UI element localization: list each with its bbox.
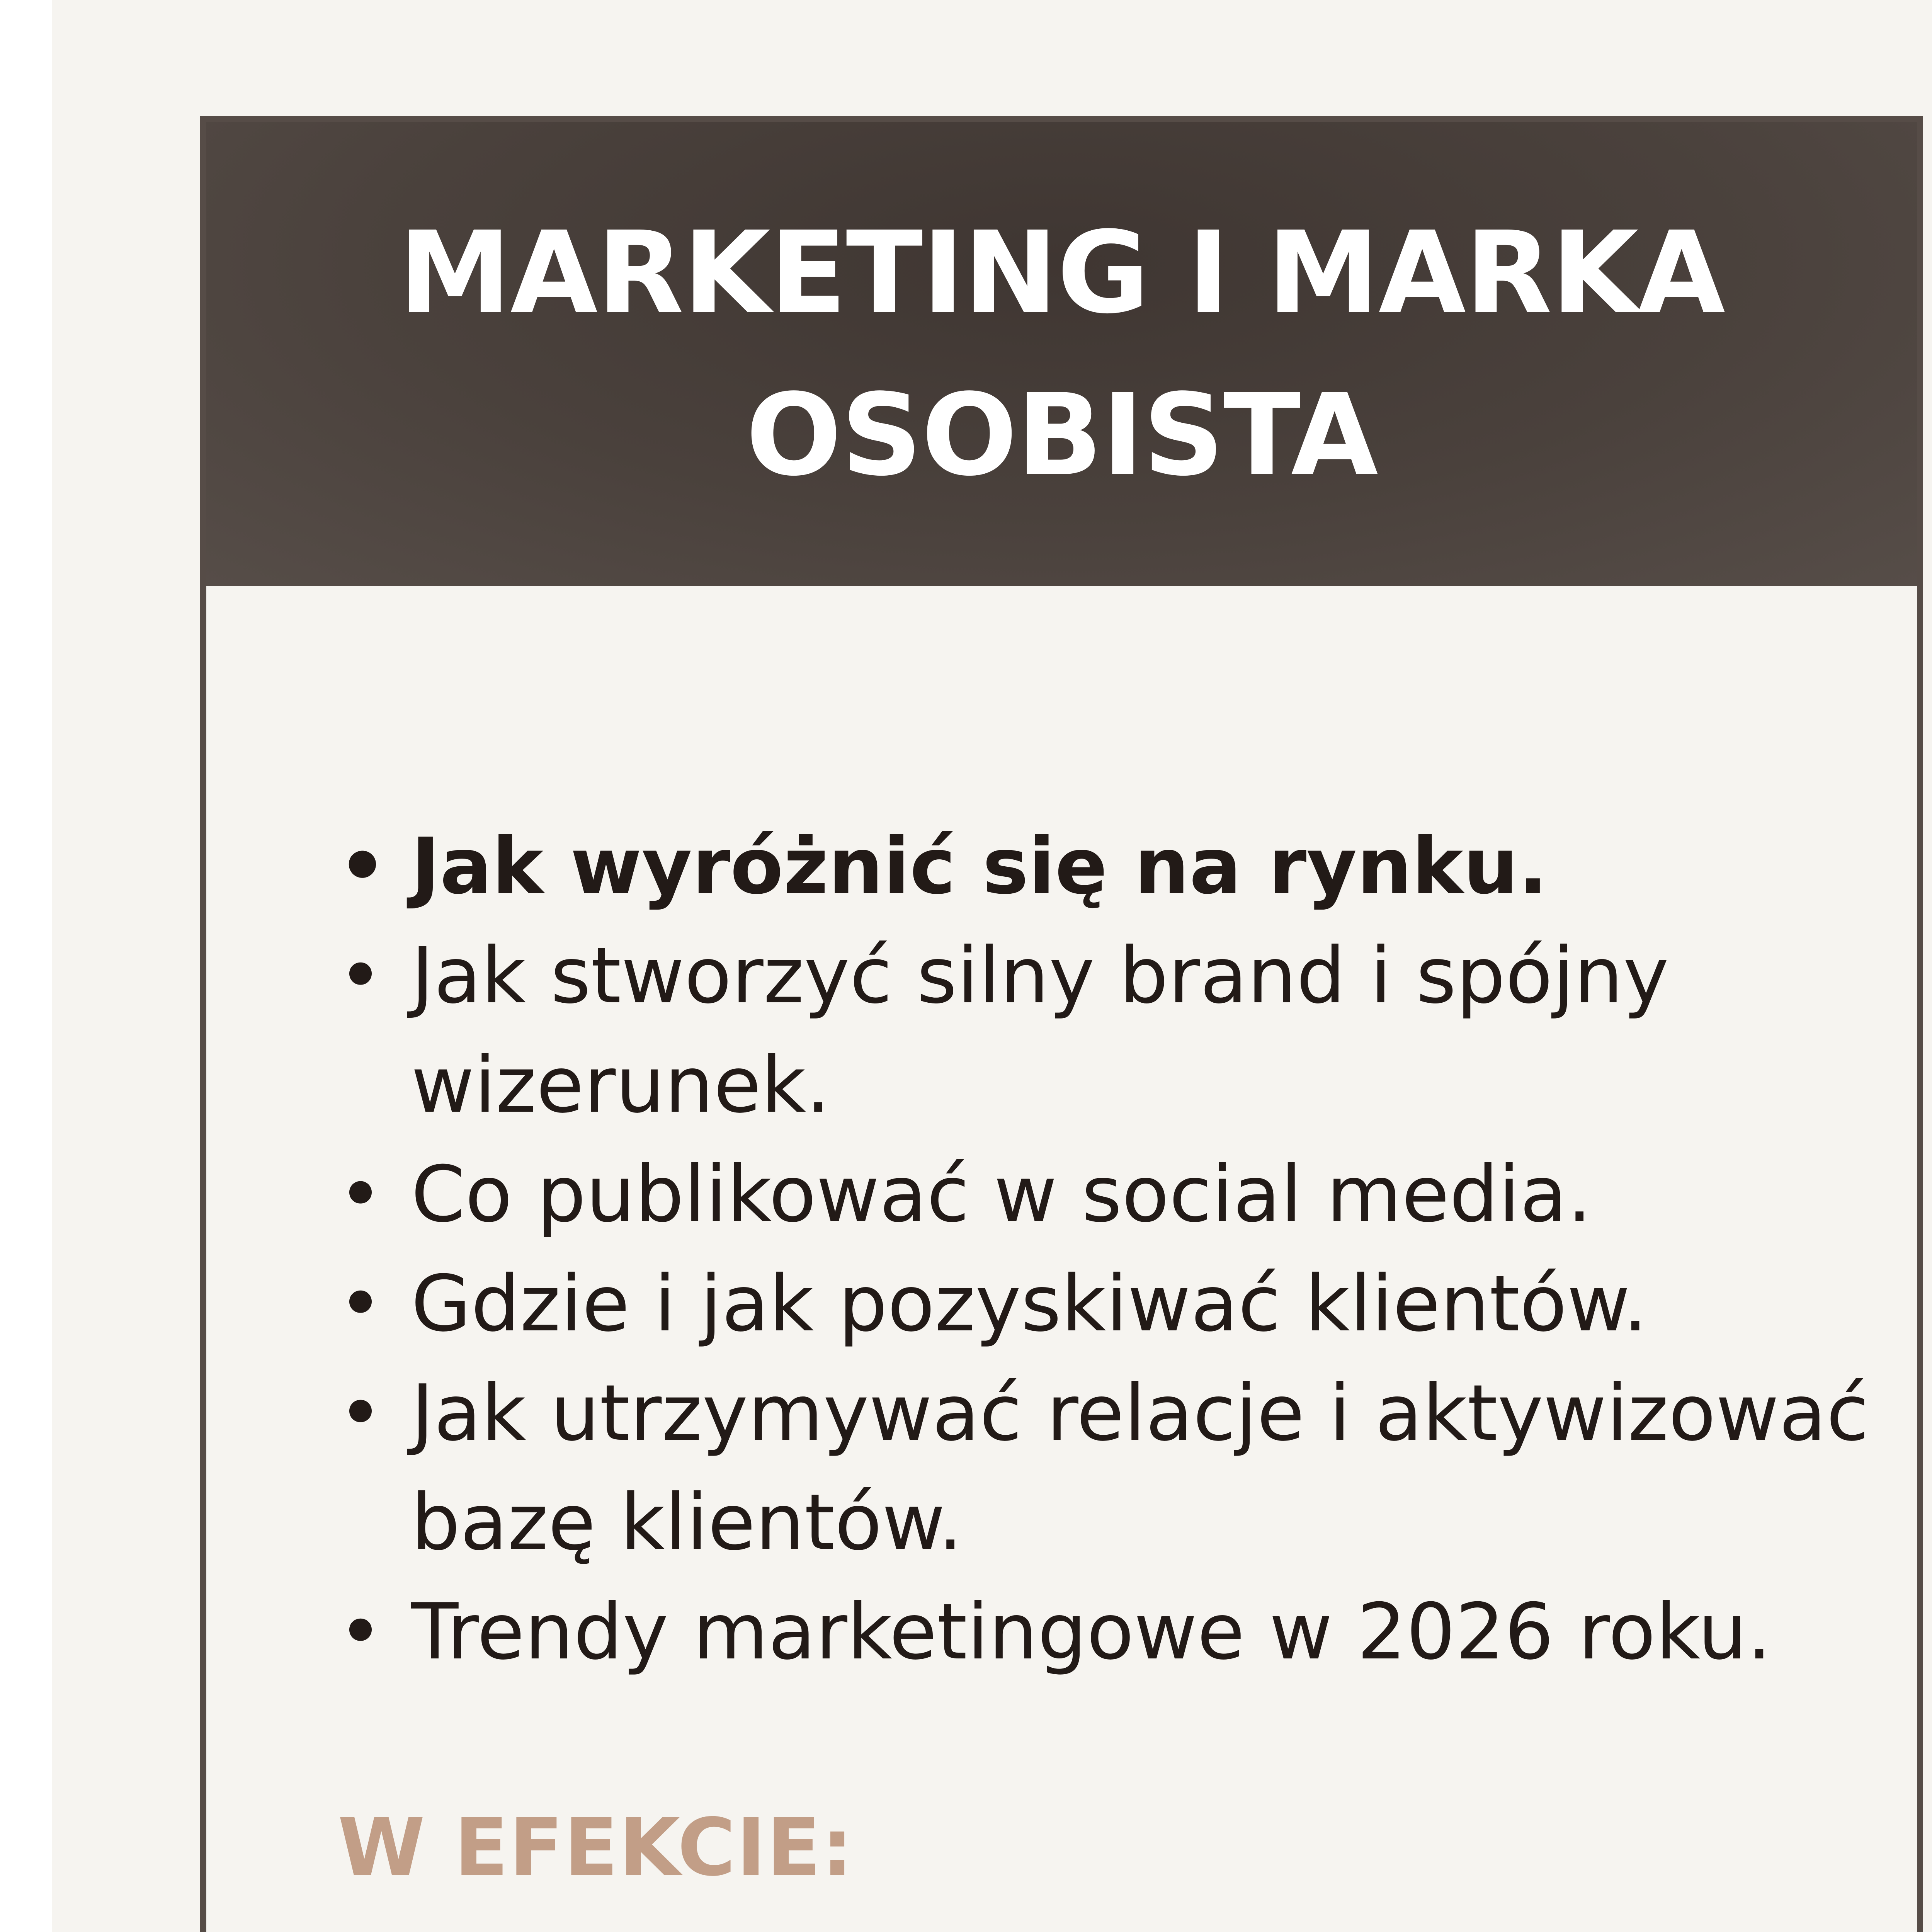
card-body bbox=[206, 586, 1917, 1932]
topic-text: Co publikować w social media. bbox=[411, 1150, 1592, 1240]
topic-text: Jak utrzymywać relacje i aktywizować bazę klientów. bbox=[411, 1368, 1869, 1568]
list-item bbox=[338, 921, 1883, 1140]
topic-list bbox=[338, 812, 1883, 1687]
list-item bbox=[338, 1249, 1883, 1359]
topic-text: Jak wyróżnić się na rynku. bbox=[411, 821, 1548, 912]
bullet-icon: • bbox=[338, 1150, 383, 1240]
list-item bbox=[338, 1577, 1883, 1687]
topic-text: Jak stworzyć silny brand i spójny wizerunek. bbox=[411, 931, 1669, 1130]
bullet-icon: • bbox=[338, 1368, 383, 1458]
list-item bbox=[338, 812, 1883, 921]
page-background bbox=[52, 0, 1932, 1932]
info-card bbox=[200, 116, 1923, 1932]
card-title: MARKETING I MARKA OSOBISTA bbox=[399, 207, 1725, 501]
topic-text: Trendy marketingowe w 2026 roku. bbox=[411, 1587, 1772, 1677]
list-item bbox=[338, 1359, 1883, 1577]
effect-heading: W EFEKCIE: bbox=[338, 1802, 854, 1894]
bullet-icon: • bbox=[338, 931, 383, 1021]
topic-text: Gdzie i jak pozyskiwać klientów. bbox=[411, 1259, 1648, 1349]
card-header bbox=[206, 122, 1917, 586]
list-item bbox=[338, 1140, 1883, 1249]
bullet-icon: • bbox=[338, 821, 387, 912]
bullet-icon: • bbox=[338, 1259, 383, 1349]
bullet-icon: • bbox=[338, 1587, 383, 1677]
